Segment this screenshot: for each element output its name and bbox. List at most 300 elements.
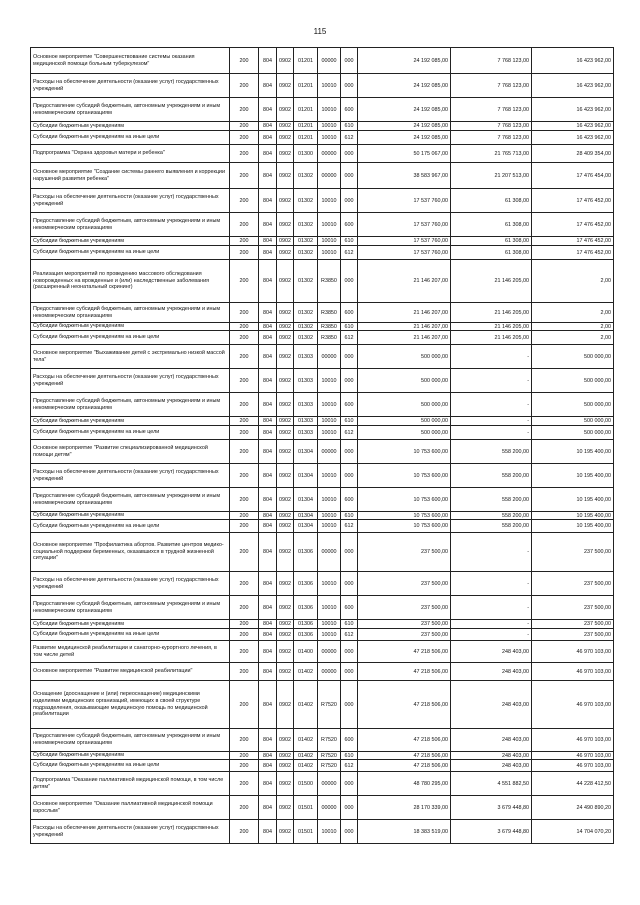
code-type: 610	[341, 620, 358, 629]
table-row	[31, 760, 614, 772]
code-section: 0902	[277, 213, 294, 237]
code-admin: 200	[230, 189, 259, 213]
code-type: 000	[341, 663, 358, 681]
code-admin: 200	[230, 533, 259, 572]
table-row	[31, 641, 614, 663]
row-name: Основное мероприятие "Профилактика абортов. Развитие центров медико-социальной поддержки беременных, оказавшихся в трудной жизненной ситуации"	[31, 533, 230, 572]
code-type: 000	[341, 369, 358, 393]
code-section: 0902	[277, 393, 294, 417]
code-program: 01302	[294, 331, 318, 345]
row-name: Субсидии бюджетным учреждениям на иные цели	[31, 331, 230, 345]
amount-regional: 46 970 103,00	[532, 760, 614, 772]
code-ministry: 804	[259, 796, 277, 820]
code-section: 0902	[277, 512, 294, 520]
table-row	[31, 596, 614, 620]
code-type: 000	[341, 145, 358, 163]
code-section: 0902	[277, 663, 294, 681]
code-ministry: 804	[259, 572, 277, 596]
amount-regional: 17 476 452,00	[532, 189, 614, 213]
table-row	[31, 303, 614, 323]
code-admin: 200	[230, 48, 259, 74]
code-ministry: 804	[259, 260, 277, 303]
table-row	[31, 464, 614, 488]
code-ministry: 804	[259, 512, 277, 520]
amount-federal: 7 768 123,00	[451, 74, 532, 98]
amount-regional: 46 970 103,00	[532, 752, 614, 760]
table-row	[31, 145, 614, 163]
amount-federal: 7 768 123,00	[451, 122, 532, 131]
amount-total: 500 000,00	[358, 393, 451, 417]
code-ministry: 804	[259, 246, 277, 260]
table-row	[31, 213, 614, 237]
code-program: 01501	[294, 796, 318, 820]
amount-regional: 500 000,00	[532, 393, 614, 417]
amount-total: 237 500,00	[358, 620, 451, 629]
code-admin: 200	[230, 681, 259, 729]
code-admin: 200	[230, 464, 259, 488]
code-admin: 200	[230, 772, 259, 796]
code-direction: 00000	[318, 641, 341, 663]
code-ministry: 804	[259, 189, 277, 213]
amount-regional: 10 195 400,00	[532, 464, 614, 488]
code-type: 000	[341, 163, 358, 189]
code-type: 612	[341, 331, 358, 345]
amount-total: 24 192 085,00	[358, 131, 451, 145]
code-section: 0902	[277, 533, 294, 572]
amount-federal: -	[451, 533, 532, 572]
amount-regional: 500 000,00	[532, 426, 614, 440]
code-direction: 10010	[318, 237, 341, 246]
code-section: 0902	[277, 520, 294, 533]
row-name: Основное мероприятие "Развитие медицинской реабилитации"	[31, 663, 230, 681]
code-type: 000	[341, 464, 358, 488]
table-row	[31, 345, 614, 369]
code-section: 0902	[277, 440, 294, 464]
code-ministry: 804	[259, 213, 277, 237]
row-name: Предоставление субсидий бюджетным, автономным учреждениям и иным некоммерческим организациям	[31, 393, 230, 417]
code-ministry: 804	[259, 820, 277, 844]
code-program: 01306	[294, 629, 318, 641]
code-program: 01201	[294, 48, 318, 74]
row-name: Субсидии бюджетным учреждениям	[31, 512, 230, 520]
code-program: 01303	[294, 426, 318, 440]
amount-total: 50 175 067,00	[358, 145, 451, 163]
code-section: 0902	[277, 572, 294, 596]
amount-total: 17 537 760,00	[358, 237, 451, 246]
amount-regional: 46 970 103,00	[532, 729, 614, 752]
amount-federal: 61 308,00	[451, 189, 532, 213]
code-direction: 00000	[318, 796, 341, 820]
code-section: 0902	[277, 98, 294, 122]
code-admin: 200	[230, 303, 259, 323]
code-program: 01303	[294, 417, 318, 426]
code-direction: R3850	[318, 303, 341, 323]
row-name: Предоставление субсидий бюджетным, автономным учреждениям и иным некоммерческим организациям	[31, 488, 230, 512]
code-direction: 10010	[318, 629, 341, 641]
code-direction: 00000	[318, 440, 341, 464]
code-ministry: 804	[259, 488, 277, 512]
code-admin: 200	[230, 488, 259, 512]
amount-federal: -	[451, 393, 532, 417]
amount-regional: 28 409 354,00	[532, 145, 614, 163]
code-direction: 00000	[318, 145, 341, 163]
code-direction: 10010	[318, 464, 341, 488]
amount-regional: 17 476 452,00	[532, 246, 614, 260]
code-admin: 200	[230, 237, 259, 246]
row-name: Субсидии бюджетным учреждениям на иные цели	[31, 131, 230, 145]
code-direction: 10010	[318, 596, 341, 620]
code-program: 01500	[294, 772, 318, 796]
row-name: Расходы на обеспечение деятельности (оказание услуг) государственных учреждений	[31, 74, 230, 98]
amount-federal: 21 765 713,00	[451, 145, 532, 163]
amount-regional: 500 000,00	[532, 417, 614, 426]
table-row	[31, 520, 614, 533]
code-ministry: 804	[259, 323, 277, 331]
row-name: Реализация мероприятий по проведению массового обследования новорожденных на врожденные и (или) наследственные заболевания (расширенный неонатальный скрининг)	[31, 260, 230, 303]
amount-regional: 17 476 452,00	[532, 237, 614, 246]
code-direction: 10010	[318, 426, 341, 440]
code-program: 01302	[294, 260, 318, 303]
amount-total: 500 000,00	[358, 369, 451, 393]
code-admin: 200	[230, 520, 259, 533]
code-direction: 10010	[318, 417, 341, 426]
code-program: 01306	[294, 596, 318, 620]
amount-regional: 16 423 962,00	[532, 122, 614, 131]
code-program: 01302	[294, 213, 318, 237]
code-type: 610	[341, 417, 358, 426]
amount-regional: 500 000,00	[532, 369, 614, 393]
code-admin: 200	[230, 796, 259, 820]
code-type: 612	[341, 629, 358, 641]
code-type: 000	[341, 641, 358, 663]
amount-federal: 558 200,00	[451, 520, 532, 533]
amount-federal: 248 403,00	[451, 681, 532, 729]
row-name: Расходы на обеспечение деятельности (оказание услуг) государственных учреждений	[31, 572, 230, 596]
row-name: Предоставление субсидий бюджетным, автономным учреждениям и иным некоммерческим организациям	[31, 596, 230, 620]
code-admin: 200	[230, 369, 259, 393]
code-admin: 200	[230, 145, 259, 163]
code-type: 610	[341, 323, 358, 331]
row-name: Развитие медицинской реабилитации и санаторно-курортного лечения, в том числе детей	[31, 641, 230, 663]
table-row	[31, 48, 614, 74]
amount-federal: 21 207 513,00	[451, 163, 532, 189]
amount-regional: 10 195 400,00	[532, 440, 614, 464]
code-direction: 10010	[318, 131, 341, 145]
code-section: 0902	[277, 620, 294, 629]
code-type: 000	[341, 796, 358, 820]
amount-total: 38 583 967,00	[358, 163, 451, 189]
table-row	[31, 237, 614, 246]
code-section: 0902	[277, 772, 294, 796]
code-admin: 200	[230, 417, 259, 426]
amount-regional: 2,00	[532, 331, 614, 345]
amount-total: 24 192 085,00	[358, 48, 451, 74]
table-row	[31, 331, 614, 345]
row-name: Расходы на обеспечение деятельности (оказание услуг) государственных учреждений	[31, 820, 230, 844]
code-type: 000	[341, 820, 358, 844]
amount-total: 10 753 600,00	[358, 520, 451, 533]
code-section: 0902	[277, 629, 294, 641]
code-admin: 200	[230, 426, 259, 440]
code-program: 01304	[294, 520, 318, 533]
amount-regional: 16 423 962,00	[532, 98, 614, 122]
code-ministry: 804	[259, 369, 277, 393]
amount-federal: -	[451, 572, 532, 596]
table-row	[31, 512, 614, 520]
code-admin: 200	[230, 122, 259, 131]
amount-total: 47 218 506,00	[358, 663, 451, 681]
code-type: 612	[341, 520, 358, 533]
code-type: 600	[341, 596, 358, 620]
table-row	[31, 681, 614, 729]
amount-regional: 14 704 070,20	[532, 820, 614, 844]
amount-regional: 500 000,00	[532, 345, 614, 369]
amount-total: 24 192 085,00	[358, 98, 451, 122]
code-admin: 200	[230, 760, 259, 772]
row-name: Субсидии бюджетным учреждениям на иные цели	[31, 426, 230, 440]
code-section: 0902	[277, 488, 294, 512]
code-direction: R7520	[318, 760, 341, 772]
code-ministry: 804	[259, 620, 277, 629]
budget-table	[30, 47, 614, 844]
code-type: 612	[341, 760, 358, 772]
code-admin: 200	[230, 98, 259, 122]
table-row	[31, 572, 614, 596]
amount-regional: 237 500,00	[532, 533, 614, 572]
code-ministry: 804	[259, 145, 277, 163]
amount-federal: 248 403,00	[451, 752, 532, 760]
code-direction: 10010	[318, 122, 341, 131]
code-program: 01306	[294, 533, 318, 572]
table-row	[31, 98, 614, 122]
table-row	[31, 369, 614, 393]
row-name: Субсидии бюджетным учреждениям	[31, 237, 230, 246]
row-name: Основное мероприятие "Создание системы раннего выявления и коррекции нарушений развития ребенка"	[31, 163, 230, 189]
row-name: Основное мероприятие "Развитие специализированной медицинской помощи детям"	[31, 440, 230, 464]
code-program: 01303	[294, 345, 318, 369]
amount-total: 10 753 600,00	[358, 440, 451, 464]
code-direction: 10010	[318, 512, 341, 520]
amount-federal: 21 146 205,00	[451, 323, 532, 331]
code-ministry: 804	[259, 681, 277, 729]
code-admin: 200	[230, 752, 259, 760]
code-admin: 200	[230, 729, 259, 752]
table-row	[31, 260, 614, 303]
code-section: 0902	[277, 331, 294, 345]
amount-regional: 2,00	[532, 260, 614, 303]
code-ministry: 804	[259, 163, 277, 189]
code-program: 01402	[294, 681, 318, 729]
amount-total: 21 146 207,00	[358, 331, 451, 345]
code-section: 0902	[277, 820, 294, 844]
amount-federal: 248 403,00	[451, 641, 532, 663]
code-ministry: 804	[259, 122, 277, 131]
code-type: 000	[341, 260, 358, 303]
table-row	[31, 131, 614, 145]
code-section: 0902	[277, 303, 294, 323]
code-type: 000	[341, 533, 358, 572]
row-name: Расходы на обеспечение деятельности (оказание услуг) государственных учреждений	[31, 189, 230, 213]
code-program: 01302	[294, 163, 318, 189]
code-program: 01302	[294, 189, 318, 213]
amount-total: 24 192 085,00	[358, 74, 451, 98]
amount-federal: 4 551 882,50	[451, 772, 532, 796]
code-direction: 00000	[318, 772, 341, 796]
table-row	[31, 752, 614, 760]
code-program: 01201	[294, 74, 318, 98]
row-name: Предоставление субсидий бюджетным, автономным учреждениям и иным некоммерческим организациям	[31, 729, 230, 752]
code-direction: R3850	[318, 323, 341, 331]
code-type: 000	[341, 189, 358, 213]
amount-regional: 16 423 962,00	[532, 131, 614, 145]
code-program: 01201	[294, 122, 318, 131]
amount-total: 237 500,00	[358, 572, 451, 596]
code-direction: 10010	[318, 74, 341, 98]
code-ministry: 804	[259, 596, 277, 620]
code-type: 000	[341, 440, 358, 464]
row-name: Субсидии бюджетным учреждениям на иные цели	[31, 246, 230, 260]
code-direction: R7520	[318, 729, 341, 752]
amount-federal: 61 308,00	[451, 237, 532, 246]
row-name: Основное мероприятие "Оказание паллиативной медицинской помощи взрослым"	[31, 796, 230, 820]
code-section: 0902	[277, 641, 294, 663]
code-direction: 10010	[318, 213, 341, 237]
code-ministry: 804	[259, 729, 277, 752]
code-admin: 200	[230, 596, 259, 620]
code-section: 0902	[277, 796, 294, 820]
table-row	[31, 796, 614, 820]
row-name: Субсидии бюджетным учреждениям на иные цели	[31, 629, 230, 641]
amount-federal: -	[451, 426, 532, 440]
amount-total: 500 000,00	[358, 345, 451, 369]
row-name: Основное мероприятие "Совершенствование системы оказания медицинской помощи больным туберкулезом"	[31, 48, 230, 74]
code-type: 000	[341, 681, 358, 729]
code-direction: 10010	[318, 820, 341, 844]
code-admin: 200	[230, 74, 259, 98]
code-ministry: 804	[259, 48, 277, 74]
row-name: Подпрограмма "Охрана здоровья матери и ребенка"	[31, 145, 230, 163]
code-ministry: 804	[259, 772, 277, 796]
code-program: 01402	[294, 729, 318, 752]
amount-regional: 10 195 400,00	[532, 520, 614, 533]
code-ministry: 804	[259, 760, 277, 772]
amount-federal: 558 200,00	[451, 464, 532, 488]
amount-total: 28 170 339,00	[358, 796, 451, 820]
table-row	[31, 74, 614, 98]
row-name: Субсидии бюджетным учреждениям	[31, 620, 230, 629]
code-program: 01304	[294, 488, 318, 512]
table-row	[31, 772, 614, 796]
table-row	[31, 620, 614, 629]
code-ministry: 804	[259, 74, 277, 98]
code-section: 0902	[277, 122, 294, 131]
row-name: Предоставление субсидий бюджетным, автономным учреждениям и иным некоммерческим организациям	[31, 213, 230, 237]
row-name: Субсидии бюджетным учреждениям	[31, 323, 230, 331]
amount-regional: 17 476 454,00	[532, 163, 614, 189]
amount-regional: 16 423 962,00	[532, 74, 614, 98]
code-section: 0902	[277, 345, 294, 369]
code-admin: 200	[230, 820, 259, 844]
code-direction: 00000	[318, 663, 341, 681]
code-program: 01303	[294, 393, 318, 417]
amount-total: 17 537 760,00	[358, 189, 451, 213]
amount-federal: 7 768 123,00	[451, 98, 532, 122]
code-type: 612	[341, 246, 358, 260]
amount-federal: 21 146 205,00	[451, 331, 532, 345]
code-program: 01302	[294, 246, 318, 260]
code-type: 600	[341, 729, 358, 752]
code-direction: R3850	[318, 331, 341, 345]
code-direction: R3850	[318, 260, 341, 303]
code-admin: 200	[230, 213, 259, 237]
code-ministry: 804	[259, 464, 277, 488]
amount-federal: 558 200,00	[451, 440, 532, 464]
code-direction: R7520	[318, 681, 341, 729]
table-row	[31, 122, 614, 131]
table-row	[31, 393, 614, 417]
code-ministry: 804	[259, 131, 277, 145]
amount-total: 237 500,00	[358, 596, 451, 620]
amount-total: 47 218 506,00	[358, 729, 451, 752]
code-ministry: 804	[259, 237, 277, 246]
code-section: 0902	[277, 237, 294, 246]
amount-federal: 21 146 205,00	[451, 303, 532, 323]
amount-regional: 2,00	[532, 303, 614, 323]
code-direction: 10010	[318, 393, 341, 417]
code-type: 610	[341, 752, 358, 760]
code-type: 612	[341, 426, 358, 440]
code-ministry: 804	[259, 533, 277, 572]
code-type: 600	[341, 303, 358, 323]
code-program: 01302	[294, 323, 318, 331]
code-program: 01501	[294, 820, 318, 844]
amount-federal: -	[451, 629, 532, 641]
amount-federal: 7 768 123,00	[451, 48, 532, 74]
code-admin: 200	[230, 393, 259, 417]
code-type: 610	[341, 237, 358, 246]
code-section: 0902	[277, 681, 294, 729]
amount-total: 47 218 506,00	[358, 752, 451, 760]
amount-total: 48 780 295,00	[358, 772, 451, 796]
amount-total: 10 753 600,00	[358, 464, 451, 488]
amount-federal: 21 146 205,00	[451, 260, 532, 303]
code-type: 600	[341, 488, 358, 512]
code-section: 0902	[277, 426, 294, 440]
code-section: 0902	[277, 74, 294, 98]
row-name: Субсидии бюджетным учреждениям на иные цели	[31, 760, 230, 772]
code-section: 0902	[277, 729, 294, 752]
row-name: Субсидии бюджетным учреждениям	[31, 417, 230, 426]
table-row	[31, 729, 614, 752]
code-section: 0902	[277, 163, 294, 189]
amount-federal: -	[451, 417, 532, 426]
code-ministry: 804	[259, 426, 277, 440]
amount-regional: 237 500,00	[532, 629, 614, 641]
code-section: 0902	[277, 48, 294, 74]
code-direction: 00000	[318, 48, 341, 74]
code-section: 0902	[277, 752, 294, 760]
code-ministry: 804	[259, 331, 277, 345]
code-program: 01304	[294, 440, 318, 464]
amount-total: 24 192 085,00	[358, 122, 451, 131]
amount-federal: -	[451, 369, 532, 393]
table-row	[31, 323, 614, 331]
amount-federal: 248 403,00	[451, 663, 532, 681]
code-section: 0902	[277, 760, 294, 772]
code-program: 01402	[294, 760, 318, 772]
code-direction: 10010	[318, 189, 341, 213]
code-program: 01306	[294, 620, 318, 629]
